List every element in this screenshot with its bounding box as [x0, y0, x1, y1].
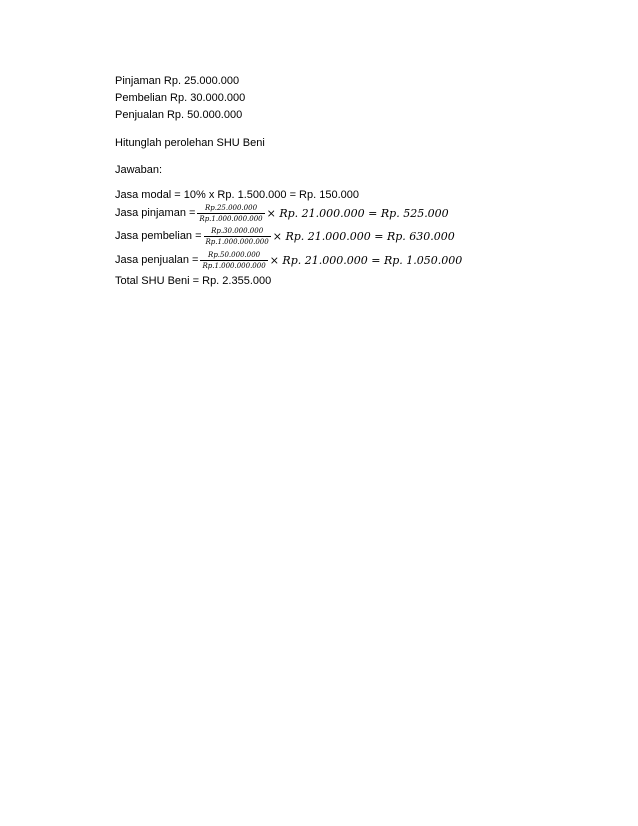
times-sign: × — [269, 253, 279, 267]
times-sign: × — [266, 206, 276, 220]
equals-sign: = — [368, 206, 378, 220]
equals-sign: = — [371, 253, 381, 267]
jasa-pinjaman-fraction — [197, 204, 264, 223]
jasa-modal-line: Jasa modal = 10% x Rp. 1.500.000 = Rp. 150.000 — [115, 189, 359, 201]
total-shu-line: Total SHU Beni = Rp. 2.355.000 — [115, 275, 272, 287]
jasa-penjualan-result: Rp. 1.050.000 — [383, 253, 463, 267]
jasa-pinjaman-label: Jasa pinjaman = — [115, 207, 196, 219]
jasa-penjualan-multiplier: Rp. 21.000.000 — [282, 253, 368, 267]
jasa-pembelian-fraction — [204, 227, 271, 246]
jasa-pembelian-result: Rp. 630.000 — [386, 229, 455, 243]
jasa-penjualan-denominator: Rp.1.000.000.000 — [202, 261, 266, 270]
jasa-pinjaman-line — [115, 201, 449, 225]
equals-sign: = — [374, 229, 384, 243]
jasa-penjualan-line — [115, 248, 462, 272]
given-pinjaman: Pinjaman Rp. 25.000.000 — [115, 75, 240, 87]
jasa-pinjaman-numerator: Rp.25.000.000 — [197, 204, 264, 214]
jasa-pembelian-line — [115, 224, 455, 248]
jasa-pinjaman-multiplier: Rp. 21.000.000 — [279, 206, 365, 220]
jasa-penjualan-fraction — [200, 251, 267, 270]
given-penjualan: Penjualan Rp. 50.000.000 — [115, 109, 243, 121]
jasa-pembelian-multiplier: Rp. 21.000.000 — [285, 229, 371, 243]
jasa-pinjaman-result: Rp. 525.000 — [380, 206, 449, 220]
question-text: Hitunglah perolehan SHU Beni — [115, 137, 265, 149]
times-sign: × — [272, 229, 282, 243]
answer-heading: Jawaban: — [115, 164, 163, 176]
jasa-pinjaman-denominator: Rp.1.000.000.000 — [199, 214, 263, 223]
jasa-penjualan-numerator: Rp.50.000.000 — [200, 251, 267, 261]
jasa-pembelian-label: Jasa pembelian = — [115, 230, 202, 242]
given-pembelian: Pembelian Rp. 30.000.000 — [115, 92, 246, 104]
jasa-penjualan-label: Jasa penjualan = — [115, 254, 199, 266]
jasa-pembelian-denominator: Rp.1.000.000.000 — [205, 237, 269, 246]
jasa-pembelian-numerator: Rp.30.000.000 — [204, 227, 271, 237]
